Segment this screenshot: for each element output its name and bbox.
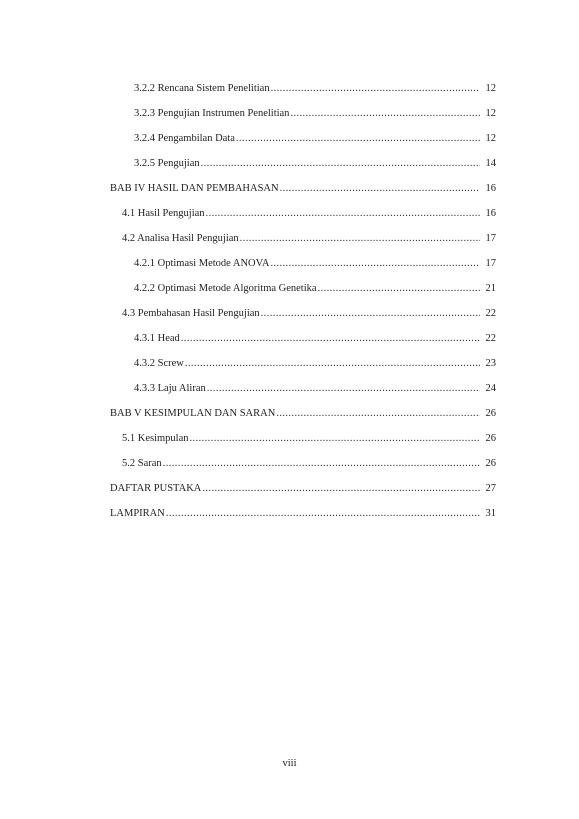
toc-entry-3-2-3	[134, 106, 496, 122]
page-number: viii	[282, 758, 297, 769]
toc-dot-leader	[236, 131, 480, 147]
toc-entry-4-3-2	[134, 356, 496, 372]
toc-entry-label: 4.1 Hasil Pengujian	[122, 208, 205, 219]
toc-entry-lampiran	[110, 506, 496, 522]
toc-dot-leader	[276, 406, 480, 422]
toc-entry-bab-iv	[110, 181, 496, 197]
toc-dot-leader	[290, 106, 480, 122]
toc-entry-label: BAB IV HASIL DAN PEMBAHASAN	[110, 183, 279, 194]
toc-dot-leader	[271, 81, 480, 97]
toc-entry-label: 4.3.2 Screw	[134, 358, 184, 369]
toc-entry-page: 12	[485, 133, 496, 144]
toc-entry-5-2	[122, 456, 496, 472]
toc-entry-page: 24	[485, 383, 496, 394]
toc-entry-label: 3.2.2 Rencana Sistem Penelitian	[134, 83, 270, 94]
toc-entry-page: 27	[485, 483, 496, 494]
toc-dot-leader	[280, 181, 480, 197]
toc-entry-page: 12	[485, 108, 496, 119]
toc-entry-label: 3.2.5 Pengujian	[134, 158, 200, 169]
toc-entry-label: 5.2 Saran	[122, 458, 162, 469]
toc-dot-leader	[240, 231, 480, 247]
toc-entry-label: 3.2.4 Pengambilan Data	[134, 133, 235, 144]
toc-entry-page: 26	[485, 433, 496, 444]
toc-entry-page: 26	[485, 408, 496, 419]
toc-entry-page: 12	[485, 83, 496, 94]
toc-entry-label: DAFTAR PUSTAKA	[110, 483, 202, 494]
toc-entry-page: 17	[485, 258, 496, 269]
toc-entry-label: 5.1 Kesimpulan	[122, 433, 189, 444]
toc-dot-leader	[201, 156, 480, 172]
toc-entry-page: 31	[485, 508, 496, 519]
toc-entry-page: 26	[485, 458, 496, 469]
toc-entry-4-1	[122, 206, 496, 222]
toc-entry-label: 4.2.1 Optimasi Metode ANOVA	[134, 258, 270, 269]
toc-entry-label: 4.2.2 Optimasi Metode Algoritma Genetika	[134, 283, 317, 294]
toc-entry-daftar-pustaka	[110, 481, 496, 497]
toc-dot-leader	[166, 506, 480, 522]
toc-entry-label: 4.2 Analisa Hasil Pengujian	[122, 233, 239, 244]
toc-entry-label: BAB V KESIMPULAN DAN SARAN	[110, 408, 276, 419]
toc-entry-label: 3.2.3 Pengujian Instrumen Penelitian	[134, 108, 290, 119]
toc-entry-page: 14	[485, 158, 496, 169]
toc-entry-4-3	[122, 306, 496, 322]
toc-entry-3-2-5	[134, 156, 496, 172]
toc-entry-4-2-2	[134, 281, 496, 297]
toc-dot-leader	[181, 331, 480, 347]
toc-entry-4-2	[122, 231, 496, 247]
toc-entry-page: 17	[485, 233, 496, 244]
toc-entry-page: 22	[485, 308, 496, 319]
toc-entry-label: LAMPIRAN	[110, 508, 165, 519]
toc-entry-page: 16	[485, 208, 496, 219]
toc-dot-leader	[318, 281, 480, 297]
toc-entry-page: 16	[485, 183, 496, 194]
toc-entry-page: 22	[485, 333, 496, 344]
toc-dot-leader	[261, 306, 480, 322]
toc-dot-leader	[207, 381, 480, 397]
toc-dot-leader	[163, 456, 480, 472]
toc-entry-4-2-1	[134, 256, 496, 272]
toc-entry-5-1	[122, 431, 496, 447]
toc-entry-label: 4.3.3 Laju Aliran	[134, 383, 206, 394]
toc-entry-page: 23	[485, 358, 496, 369]
toc-entry-label: 4.3 Pembahasan Hasil Pengujian	[122, 308, 260, 319]
toc-entry-bab-v	[110, 406, 496, 422]
toc-dot-leader	[270, 256, 480, 272]
toc-entry-4-3-1	[134, 331, 496, 347]
toc-entry-3-2-4	[134, 131, 496, 147]
toc-entry-3-2-2	[134, 81, 496, 97]
toc-dot-leader	[202, 481, 480, 497]
toc-dot-leader	[190, 431, 481, 447]
toc-entry-4-3-3	[134, 381, 496, 397]
toc-entry-label: 4.3.1 Head	[134, 333, 180, 344]
toc-entry-page: 21	[485, 283, 496, 294]
toc-dot-leader	[206, 206, 480, 222]
toc-dot-leader	[185, 356, 480, 372]
